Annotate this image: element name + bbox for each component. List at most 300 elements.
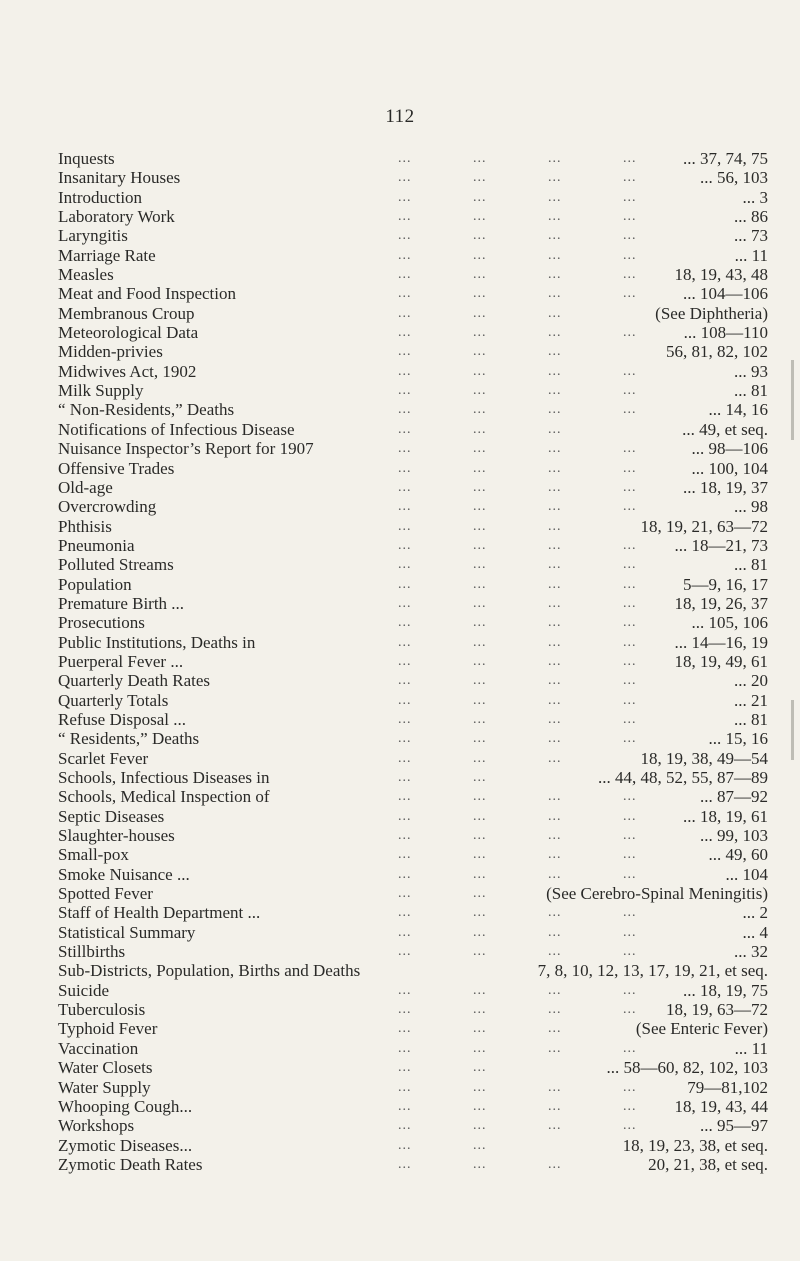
index-term: Zymotic Diseases... (58, 1135, 193, 1155)
leader-dots: ... (548, 866, 562, 882)
leader-dots: ... (473, 305, 487, 321)
leader-dots: ... (623, 1002, 637, 1018)
index-pages: ... 21 (734, 690, 768, 710)
leader-dots: ... (548, 982, 562, 998)
index-pages: ... 11 (734, 245, 768, 265)
leader-dots: ... (473, 673, 487, 689)
index-pages: ... 81 (734, 555, 768, 575)
index-term: Suicide (58, 980, 109, 1000)
index-pages: ... 98 (734, 497, 768, 517)
leader-dots: ... (623, 325, 637, 341)
index-entry (58, 691, 768, 710)
leader-dots: ... (398, 170, 412, 186)
leader-dots: ... (548, 344, 562, 360)
index-pages: 18, 19, 23, 38, et seq. (622, 1135, 768, 1155)
index-pages: (See Diphtheria) (655, 303, 768, 323)
index-entry (58, 400, 768, 419)
leader-dots: ... (473, 286, 487, 302)
leader-dots: ... (548, 808, 562, 824)
leader-dots: ... (473, 518, 487, 534)
leader-dots: ... (623, 383, 637, 399)
leader-dots: ... (398, 673, 412, 689)
leader-dots: ... (398, 228, 412, 244)
leader-dots: ... (623, 847, 637, 863)
index-entry (58, 362, 768, 381)
index-term: Typhoid Fever (58, 1019, 158, 1039)
leader-dots: ... (623, 402, 637, 418)
index-term: Public Institutions, Deaths in (58, 632, 256, 652)
index-pages: ... 98—106 (691, 439, 768, 459)
leader-dots: ... (398, 1040, 412, 1056)
leader-dots: ... (548, 537, 562, 553)
index-term: “ Residents,” Deaths (58, 729, 200, 749)
index-entry (58, 497, 768, 516)
leader-dots: ... (623, 731, 637, 747)
index-term: Statistical Summary (58, 922, 196, 942)
index-term: Quarterly Totals (58, 690, 169, 710)
leader-dots: ... (473, 1021, 487, 1037)
index-pages: ... 37, 74, 75 (683, 149, 768, 168)
index-term: Laryngitis (58, 226, 128, 246)
index-list (58, 149, 768, 1174)
leader-dots: ... (473, 886, 487, 902)
leader-dots: ... (473, 595, 487, 611)
index-term: Staff of Health Department ... (58, 903, 261, 923)
leader-dots: ... (473, 383, 487, 399)
leader-dots: ... (398, 537, 412, 553)
leader-dots: ... (398, 982, 412, 998)
index-term: Introduction (58, 187, 143, 207)
leader-dots: ... (473, 479, 487, 495)
leader-dots: ... (548, 1040, 562, 1056)
leader-dots: ... (548, 615, 562, 631)
leader-dots: ... (398, 847, 412, 863)
index-term: Zymotic Death Rates (58, 1154, 203, 1174)
index-entry (58, 1019, 768, 1038)
leader-dots: ... (473, 866, 487, 882)
index-pages: ... 44, 48, 52, 55, 87—89 (598, 768, 768, 787)
leader-dots: ... (398, 770, 412, 785)
leader-dots: ... (548, 479, 562, 495)
leader-dots: ... (398, 209, 412, 225)
index-pages: (See Enteric Fever) (635, 1019, 768, 1039)
leader-dots: ... (548, 305, 562, 321)
index-pages: ... 32 (734, 942, 768, 962)
leader-dots: ... (623, 247, 637, 263)
leader-dots: ... (548, 924, 562, 940)
leader-dots: ... (548, 247, 562, 263)
leader-dots: ... (473, 1137, 487, 1153)
index-entry (58, 381, 768, 400)
index-pages: 18, 19, 49, 61 (674, 651, 768, 671)
index-entry (58, 1116, 768, 1135)
index-pages: ... 100, 104 (691, 458, 768, 478)
leader-dots: ... (623, 460, 637, 476)
leader-dots: ... (473, 982, 487, 998)
index-pages: ... 18—21, 73 (674, 535, 768, 555)
leader-dots: ... (473, 634, 487, 650)
leader-dots: ... (398, 1156, 412, 1172)
index-pages: ... 104 (725, 864, 768, 884)
index-entry (58, 149, 768, 168)
index-entry (58, 729, 768, 748)
index-entry (58, 942, 768, 961)
leader-dots: ... (623, 1040, 637, 1056)
index-pages: ... 4 (742, 922, 768, 942)
leader-dots: ... (398, 789, 412, 805)
leader-dots: ... (548, 905, 562, 921)
index-entry (58, 459, 768, 478)
leader-dots: ... (473, 808, 487, 824)
index-pages: ... 81 (734, 381, 768, 401)
index-term: Notifications of Infectious Disease (58, 419, 295, 439)
leader-dots: ... (548, 1021, 562, 1037)
leader-dots: ... (398, 886, 412, 902)
leader-dots: ... (398, 189, 412, 205)
leader-dots: ... (398, 828, 412, 844)
leader-dots: ... (473, 344, 487, 360)
leader-dots: ... (623, 653, 637, 669)
index-term: Measles (58, 265, 114, 285)
index-term: “ Non-Residents,” Deaths (58, 400, 235, 420)
index-term: Midwives Act, 1902 (58, 361, 197, 381)
leader-dots: ... (473, 151, 487, 166)
leader-dots: ... (473, 615, 487, 631)
index-pages: ... 86 (734, 207, 768, 227)
leader-dots: ... (548, 595, 562, 611)
leader-dots: ... (398, 692, 412, 708)
leader-dots: ... (548, 828, 562, 844)
leader-dots: ... (548, 325, 562, 341)
leader-dots: ... (473, 1098, 487, 1114)
leader-dots: ... (473, 460, 487, 476)
index-entry (58, 575, 768, 594)
leader-dots: ... (473, 325, 487, 341)
leader-dots: ... (398, 344, 412, 360)
index-entry (58, 633, 768, 652)
leader-dots: ... (548, 363, 562, 379)
leader-dots: ... (398, 595, 412, 611)
leader-dots: ... (473, 828, 487, 844)
leader-dots: ... (623, 866, 637, 882)
index-entry (58, 1136, 768, 1155)
leader-dots: ... (473, 1060, 487, 1076)
index-term: Small-pox (58, 845, 129, 865)
index-term: Slaughter-houses (58, 826, 175, 846)
index-entry (58, 787, 768, 806)
index-pages: ... 58—60, 82, 102, 103 (606, 1058, 768, 1078)
index-entry (58, 284, 768, 303)
index-term: Meat and Food Inspection (58, 284, 236, 304)
index-term: Sub-Districts, Population, Births and Deaths (58, 961, 361, 981)
index-pages: ... 49, 60 (708, 845, 768, 865)
index-entry (58, 226, 768, 245)
index-entry (58, 439, 768, 458)
leader-dots: ... (548, 267, 562, 283)
index-term: Refuse Disposal ... (58, 709, 186, 729)
index-entry (58, 304, 768, 323)
leader-dots: ... (548, 711, 562, 727)
leader-dots: ... (398, 1079, 412, 1095)
leader-dots: ... (548, 460, 562, 476)
leader-dots: ... (398, 479, 412, 495)
leader-dots: ... (623, 1098, 637, 1114)
index-entry (58, 652, 768, 671)
leader-dots: ... (548, 170, 562, 186)
index-pages: 18, 19, 21, 63—72 (640, 516, 768, 536)
index-term: Polluted Streams (58, 555, 174, 575)
leader-dots: ... (473, 441, 487, 457)
index-entry (58, 594, 768, 613)
leader-dots: ... (623, 209, 637, 225)
leader-dots: ... (623, 189, 637, 205)
index-term: Old-age (58, 477, 113, 497)
leader-dots: ... (623, 828, 637, 844)
leader-dots: ... (398, 286, 412, 302)
leader-dots: ... (398, 151, 412, 166)
index-entry (58, 768, 768, 787)
index-pages: ... 104—106 (683, 284, 768, 304)
index-pages: ... 81 (734, 709, 768, 729)
leader-dots: ... (548, 944, 562, 960)
index-entry (58, 342, 768, 361)
index-entry (58, 845, 768, 864)
index-pages: ... 2 (742, 903, 768, 923)
index-entry (58, 536, 768, 555)
leader-dots: ... (473, 847, 487, 863)
leader-dots: ... (473, 750, 487, 766)
index-pages: ... 56, 103 (700, 168, 768, 188)
index-term: Vaccination (58, 1038, 139, 1058)
leader-dots: ... (623, 808, 637, 824)
index-term: Stillbirths (58, 942, 126, 962)
index-pages: ... 11 (734, 1038, 768, 1058)
leader-dots: ... (548, 847, 562, 863)
leader-dots: ... (623, 905, 637, 921)
leader-dots: ... (623, 537, 637, 553)
leader-dots: ... (473, 905, 487, 921)
leader-dots: ... (473, 789, 487, 805)
index-entry (58, 961, 768, 980)
leader-dots: ... (398, 924, 412, 940)
leader-dots: ... (623, 982, 637, 998)
index-pages: 18, 19, 43, 44 (674, 1096, 768, 1116)
index-entry (58, 555, 768, 574)
index-term: Premature Birth ... (58, 593, 185, 613)
index-entry (58, 420, 768, 439)
leader-dots: ... (623, 789, 637, 805)
leader-dots: ... (398, 750, 412, 766)
index-term: Quarterly Death Rates (58, 671, 210, 691)
index-entry (58, 1000, 768, 1019)
index-entry (58, 981, 768, 1000)
index-pages: (See Cerebro-Spinal Meningitis) (546, 884, 768, 904)
leader-dots: ... (398, 421, 412, 437)
leader-dots: ... (623, 576, 637, 592)
index-entry (58, 188, 768, 207)
leader-dots: ... (548, 1002, 562, 1018)
index-term: Spotted Fever (58, 884, 153, 904)
leader-dots: ... (623, 441, 637, 457)
leader-dots: ... (398, 1060, 412, 1076)
leader-dots: ... (473, 267, 487, 283)
leader-dots: ... (473, 944, 487, 960)
index-pages: 56, 81, 82, 102 (666, 342, 768, 362)
index-pages: 5—9, 16, 17 (683, 574, 768, 594)
leader-dots: ... (548, 421, 562, 437)
leader-dots: ... (623, 151, 637, 166)
leader-dots: ... (623, 228, 637, 244)
leader-dots: ... (548, 286, 562, 302)
leader-dots: ... (623, 634, 637, 650)
index-term: Workshops (58, 1116, 135, 1136)
leader-dots: ... (548, 228, 562, 244)
index-term: Membranous Croup (58, 303, 195, 323)
index-entry (58, 1039, 768, 1058)
leader-dots: ... (473, 363, 487, 379)
leader-dots: ... (623, 595, 637, 611)
leader-dots: ... (623, 479, 637, 495)
leader-dots: ... (548, 441, 562, 457)
leader-dots: ... (473, 189, 487, 205)
index-pages: ... 49, et seq. (682, 419, 768, 439)
index-term: Phthisis (58, 516, 112, 536)
leader-dots: ... (398, 634, 412, 650)
leader-dots: ... (623, 711, 637, 727)
index-term: Marriage Rate (58, 245, 156, 265)
index-pages: 18, 19, 63—72 (666, 1000, 768, 1020)
index-term: Inquests (58, 149, 115, 168)
leader-dots: ... (548, 209, 562, 225)
leader-dots: ... (398, 499, 412, 515)
index-term: Schools, Medical Inspection of (58, 787, 270, 807)
index-pages: ... 105, 106 (691, 613, 768, 633)
leader-dots: ... (548, 189, 562, 205)
leader-dots: ... (623, 170, 637, 186)
index-entry (58, 884, 768, 903)
index-term: Overcrowding (58, 497, 157, 517)
index-pages: 18, 19, 43, 48 (674, 265, 768, 285)
leader-dots: ... (548, 557, 562, 573)
index-term: Milk Supply (58, 381, 144, 401)
index-pages: ... 95—97 (700, 1116, 768, 1136)
index-term: Prosecutions (58, 613, 145, 633)
leader-dots: ... (398, 460, 412, 476)
leader-dots: ... (473, 692, 487, 708)
leader-dots: ... (398, 1002, 412, 1018)
leader-dots: ... (473, 537, 487, 553)
leader-dots: ... (398, 1098, 412, 1114)
leader-dots: ... (548, 673, 562, 689)
index-pages: 18, 19, 38, 49—54 (640, 748, 768, 768)
leader-dots: ... (548, 402, 562, 418)
leader-dots: ... (398, 441, 412, 457)
index-pages: ... 3 (742, 187, 768, 207)
leader-dots: ... (473, 247, 487, 263)
index-entry (58, 1097, 768, 1116)
index-term: Septic Diseases (58, 806, 165, 826)
index-pages: ... 15, 16 (708, 729, 768, 749)
leader-dots: ... (473, 170, 487, 186)
leader-dots: ... (548, 576, 562, 592)
leader-dots: ... (473, 1156, 487, 1172)
index-term: Laboratory Work (58, 207, 175, 227)
index-pages: ... 87—92 (700, 787, 768, 807)
leader-dots: ... (398, 518, 412, 534)
page-edge-mark (791, 700, 794, 760)
index-entry (58, 246, 768, 265)
index-pages: ... 18, 19, 75 (683, 980, 768, 1000)
index-pages: 18, 19, 26, 37 (674, 593, 768, 613)
leader-dots: ... (398, 905, 412, 921)
leader-dots: ... (398, 944, 412, 960)
index-term: Schools, Infectious Diseases in (58, 768, 270, 787)
index-term: Population (58, 574, 132, 594)
leader-dots: ... (548, 1156, 562, 1172)
leader-dots: ... (623, 557, 637, 573)
leader-dots: ... (398, 1021, 412, 1037)
leader-dots: ... (473, 1079, 487, 1095)
index-entry (58, 903, 768, 922)
leader-dots: ... (623, 615, 637, 631)
leader-dots: ... (473, 209, 487, 225)
leader-dots: ... (623, 286, 637, 302)
leader-dots: ... (623, 499, 637, 515)
leader-dots: ... (548, 518, 562, 534)
index-entry (58, 1058, 768, 1077)
leader-dots: ... (548, 692, 562, 708)
index-entry (58, 323, 768, 342)
index-pages: ... 18, 19, 37 (683, 477, 768, 497)
index-entry (58, 1078, 768, 1097)
leader-dots: ... (398, 808, 412, 824)
leader-dots: ... (473, 557, 487, 573)
index-entry (58, 168, 768, 187)
leader-dots: ... (623, 924, 637, 940)
leader-dots: ... (398, 557, 412, 573)
leader-dots: ... (623, 692, 637, 708)
leader-dots: ... (398, 711, 412, 727)
leader-dots: ... (623, 944, 637, 960)
leader-dots: ... (473, 1118, 487, 1134)
page-number: 112 (385, 106, 415, 127)
leader-dots: ... (398, 615, 412, 631)
index-entry (58, 478, 768, 497)
page-edge-mark (791, 360, 794, 440)
index-term: Tuberculosis (58, 1000, 146, 1020)
leader-dots: ... (473, 402, 487, 418)
index-entry (58, 710, 768, 729)
leader-dots: ... (398, 576, 412, 592)
leader-dots: ... (548, 1079, 562, 1095)
index-pages: 20, 21, 38, et seq. (648, 1154, 768, 1174)
index-pages: ... 18, 19, 61 (683, 806, 768, 826)
index-term: Insanitary Houses (58, 168, 181, 188)
index-term: Nuisance Inspector’s Report for 1907 (58, 439, 314, 459)
leader-dots: ... (548, 383, 562, 399)
leader-dots: ... (548, 653, 562, 669)
index-pages: ... 14—16, 19 (674, 632, 768, 652)
index-term: Water Supply (58, 1077, 151, 1097)
leader-dots: ... (623, 1118, 637, 1134)
index-term: Meteorological Data (58, 323, 199, 343)
leader-dots: ... (398, 267, 412, 283)
leader-dots: ... (398, 305, 412, 321)
index-term: Midden-privies (58, 342, 163, 362)
index-entry (58, 613, 768, 632)
leader-dots: ... (398, 247, 412, 263)
leader-dots: ... (548, 1098, 562, 1114)
